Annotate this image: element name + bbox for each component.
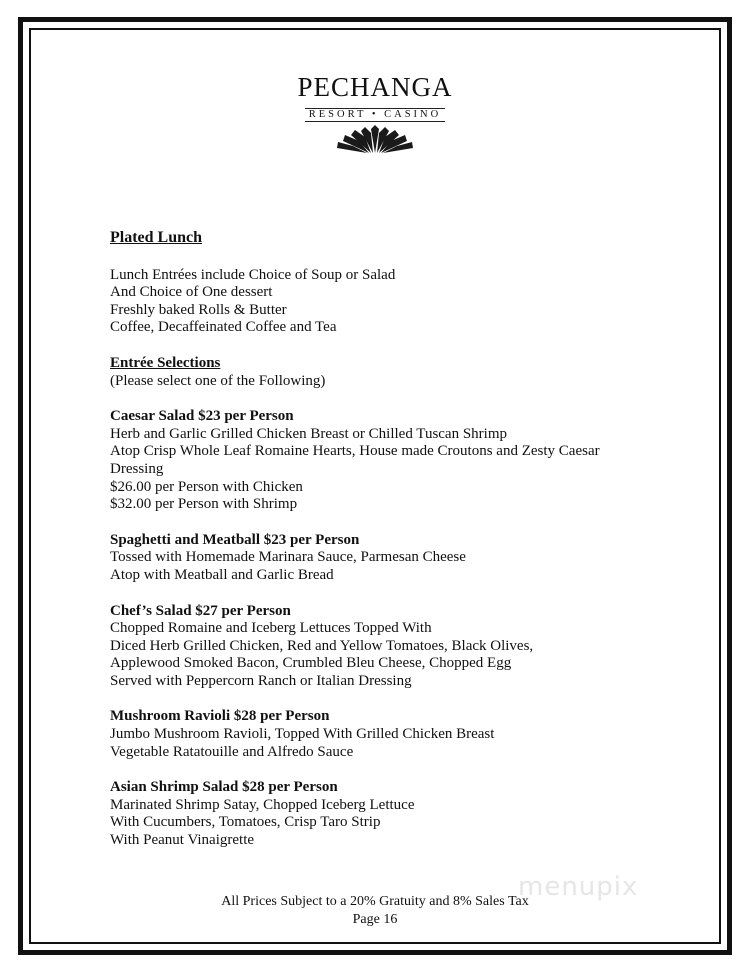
menu-item-line: Atop with Meatball and Garlic Bread (110, 566, 334, 583)
menu-item-line: Diced Herb Grilled Chicken, Red and Yellow Tomatoes, Black Olives, (110, 637, 534, 654)
menu-content (110, 229, 670, 850)
menu-item-asian-shrimp-salad (110, 779, 670, 849)
menu-item-title: Spaghetti and Meatball $23 per Person (110, 531, 360, 548)
selections-heading: Entrée Selections (110, 354, 221, 371)
menu-item-line: Herb and Garlic Grilled Chicken Breast or Chilled Tuscan Shrimp (110, 425, 508, 442)
menu-item-line: With Peanut Vinaigrette (110, 832, 255, 849)
page-footer (0, 893, 750, 929)
intro-line: Freshly baked Rolls & Butter (110, 301, 287, 318)
page-title: Plated Lunch (110, 229, 203, 246)
logo-subtitle: RESORT • CASINO (305, 108, 445, 122)
menu-item-chefs-salad (110, 603, 670, 691)
page-number: Page 16 (352, 912, 398, 927)
menu-item-title: Asian Shrimp Salad $28 per Person (110, 779, 338, 796)
menu-item-line: Chopped Romaine and Iceberg Lettuces Topped With (110, 620, 432, 637)
intro-line: And Choice of One dessert (110, 284, 273, 301)
menu-item-title: Chef’s Salad $27 per Person (110, 602, 291, 619)
intro-line: Coffee, Decaffeinated Coffee and Tea (110, 319, 337, 336)
menu-item-line: $32.00 per Person with Shrimp (110, 496, 298, 513)
menu-item-line: Jumbo Mushroom Ravioli, Topped With Grilled Chicken Breast (110, 726, 495, 743)
menu-item-mushroom-ravioli (110, 708, 670, 761)
menu-item-line: Served with Peppercorn Ranch or Italian Dressing (110, 672, 412, 689)
menu-item-line: Atop Crisp Whole Leaf Romaine Hearts, House made Croutons and Zesty Caesar (110, 443, 600, 460)
menu-item-title: Mushroom Ravioli $28 per Person (110, 708, 330, 725)
menu-item-line: Tossed with Homemade Marinara Sauce, Parmesan Cheese (110, 549, 466, 566)
gratuity-note: All Prices Subject to a 20% Gratuity and 8% Sales Tax (221, 894, 529, 909)
feather-emblem-icon (335, 123, 415, 155)
menu-item-line: Marinated Shrimp Satay, Chopped Iceberg Lettuce (110, 796, 415, 813)
logo-name: PECHANGA (297, 72, 453, 102)
selections-note: (Please select one of the Following) (110, 372, 326, 389)
menupix-watermark: menupix (518, 872, 639, 902)
menu-item-line: Dressing (110, 460, 164, 477)
menu-item-line: With Cucumbers, Tomatoes, Crisp Taro Strip (110, 814, 381, 831)
menu-item-caesar-salad (110, 408, 670, 514)
intro-line: Lunch Entrées include Choice of Soup or Salad (110, 266, 396, 283)
menu-item-line: Vegetable Ratatouille and Alfredo Sauce (110, 743, 354, 760)
menu-item-line: Applewood Smoked Bacon, Crumbled Bleu Cheese, Chopped Egg (110, 655, 512, 672)
menu-item-spaghetti (110, 532, 670, 585)
menu-item-title: Caesar Salad $23 per Person (110, 408, 294, 425)
intro-block (110, 267, 670, 337)
menu-item-line: $26.00 per Person with Chicken (110, 478, 303, 495)
pechanga-logo (0, 72, 750, 155)
